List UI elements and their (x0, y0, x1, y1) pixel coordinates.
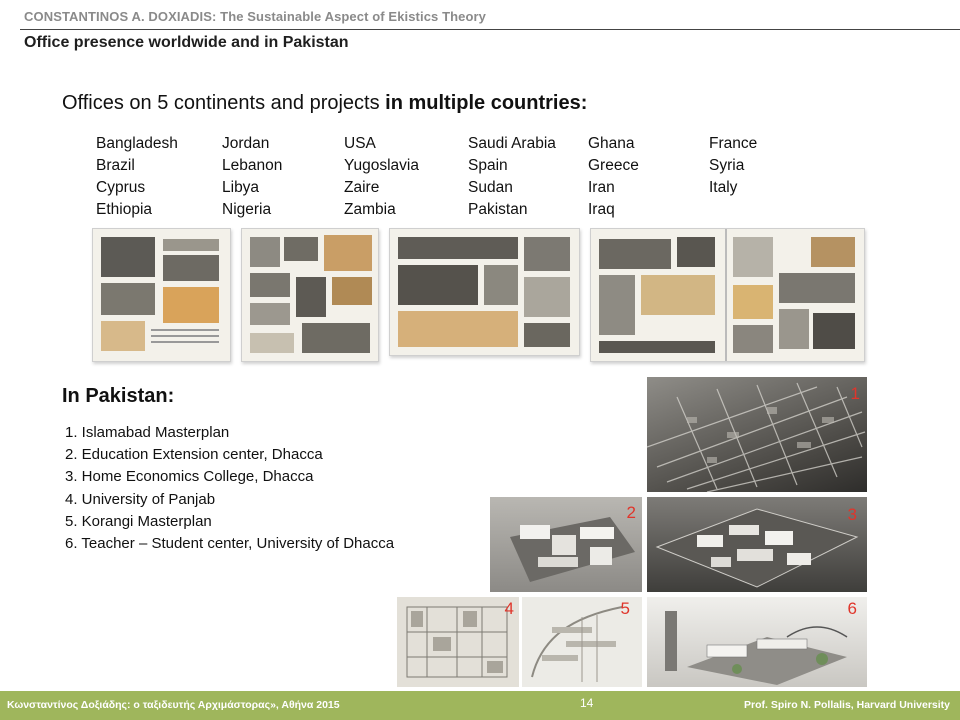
country: Yugoslavia (344, 157, 419, 174)
footer-left-text: Κωνσταντίνος Δοξιάδης: ο ταξιδευτής Αρχιμάστορας», Αθήνα 2015 (7, 699, 340, 711)
image-number-2: 2 (626, 503, 636, 522)
model-photo-6 (647, 597, 867, 687)
country: Nigeria (222, 201, 272, 218)
country: Iran (588, 179, 615, 196)
country: Lebanon (222, 157, 283, 174)
country: France (709, 135, 758, 152)
country: Ethiopia (96, 201, 153, 218)
list-item: 6. Teacher – Student center, University of Dhacca (65, 535, 395, 553)
footer-bar (0, 691, 960, 720)
country: Jordan (222, 135, 270, 152)
publication-photo-2 (241, 228, 379, 362)
country-column-6 (709, 133, 757, 199)
image-number-5: 5 (620, 599, 630, 618)
building-model-graphic (490, 497, 642, 592)
country-column-1 (96, 133, 178, 221)
image-number-3: 3 (847, 505, 857, 524)
header-divider (20, 29, 960, 30)
country: Saudi Arabia (468, 135, 556, 152)
page-number: 14 (580, 696, 594, 710)
pakistan-heading: In Pakistan: (62, 385, 175, 407)
country: USA (344, 135, 376, 152)
lead-bold: in multiple countries: (385, 92, 588, 114)
country: Iraq (588, 201, 615, 218)
list-item: 3. Home Economics College, Dhacca (65, 468, 314, 486)
slide-header-top: CONSTANTINOS A. DOXIADIS: The Sustainable Aspect of Ekistics Theory (24, 9, 487, 24)
footer-right-text: Prof. Spiro N. Pollalis, Harvard University (744, 699, 950, 711)
model-photo-1 (647, 377, 867, 492)
country: Zambia (344, 201, 396, 218)
lead-plain: Offices on 5 continents and projects (62, 92, 386, 114)
pakistan-project-list (65, 422, 394, 555)
country: Bangladesh (96, 135, 178, 152)
country-column-2 (222, 133, 282, 221)
image-number-4: 4 (504, 599, 514, 618)
country: Pakistan (468, 201, 528, 218)
country-column-5 (588, 133, 639, 221)
university-plan-graphic (397, 597, 519, 687)
list-item: 5. Korangi Masterplan (65, 512, 212, 530)
student-center-model-graphic (647, 597, 867, 687)
publication-photo-3 (389, 228, 580, 356)
model-photo-3 (647, 497, 867, 592)
country: Ghana (588, 135, 635, 152)
college-model-graphic (647, 497, 867, 592)
country: Zaire (344, 179, 380, 196)
publication-photo-1 (92, 228, 231, 362)
list-item: 1. Islamabad Masterplan (65, 424, 230, 441)
list-item: 2. Education Extension center, Dhacca (65, 446, 323, 464)
image-number-1: 1 (850, 384, 860, 403)
country: Greece (588, 157, 639, 174)
country: Italy (709, 179, 738, 196)
list-item: 4. University of Panjab (65, 490, 216, 508)
country-column-3 (344, 133, 419, 221)
country: Libya (222, 179, 260, 196)
country-column-4 (468, 133, 556, 221)
masterplan-model-graphic (647, 377, 867, 492)
slide-title: Office presence worldwide and in Pakistan (24, 34, 349, 51)
publication-photo-4 (590, 228, 865, 362)
country-list (96, 133, 816, 225)
model-photo-5 (522, 597, 642, 687)
country: Sudan (468, 179, 513, 196)
country: Spain (468, 157, 508, 174)
country: Cyprus (96, 179, 146, 196)
country: Brazil (96, 157, 135, 174)
country: Syria (709, 157, 745, 174)
model-photo-4 (397, 597, 519, 687)
image-number-6: 6 (847, 599, 857, 618)
model-photo-2 (490, 497, 642, 592)
lead-statement (62, 92, 587, 115)
